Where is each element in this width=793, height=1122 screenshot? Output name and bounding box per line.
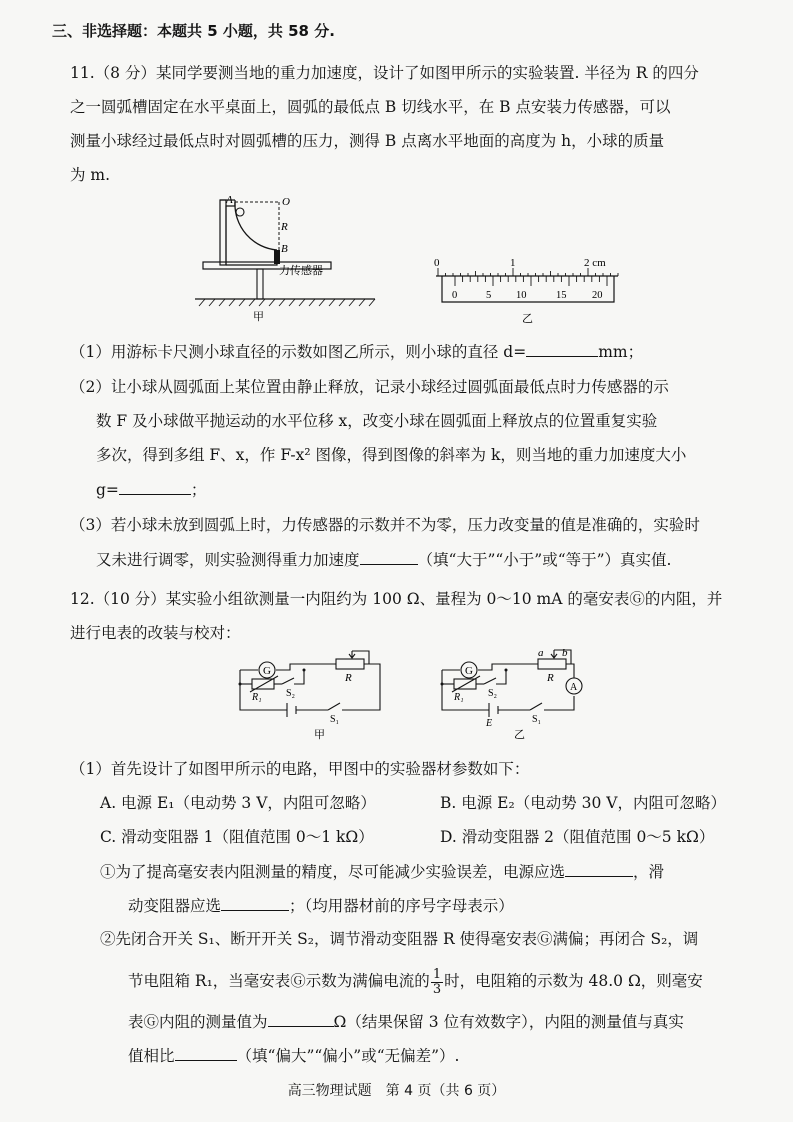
q12-line1: 12.（10 分）某实验小组欲测量一内阻约为 100 Ω、量程为 0～10 mA 的毫安表Ⓖ的内阻，并 [70, 590, 723, 608]
main-label-1: 1 [510, 257, 516, 269]
q11-line2: 之一圆弧槽固定在水平桌面上，圆弧的最低点 B 切线水平，在 B 点安装力传感器，可以 [70, 98, 671, 116]
label-R: R [281, 221, 288, 233]
q11-part1-unit: mm； [598, 343, 644, 361]
q12-sub2-line3 [128, 1010, 684, 1033]
figure-caption-jia: 甲 [253, 310, 264, 323]
q12-sub1-line2 [128, 894, 514, 917]
q12-sub1-text2: 动变阻器应选 [128, 897, 222, 915]
figure-apparatus [195, 192, 385, 324]
circuit-jia-R1: R₁ [252, 692, 262, 703]
q11-part2-line4 [96, 478, 206, 501]
q12-sub2-text4: 值相比 [128, 1047, 175, 1065]
q12-sub2-line1: ②先闭合开关 S₁、断开开关 S₂，调节滑动变阻器 R 使得毫安表Ⓖ满偏；再闭合 S₂，调 [100, 930, 699, 948]
circuit-yi-b: b [562, 647, 568, 659]
circuit-jia-S2: S₂ [286, 688, 296, 699]
answer-blank-compare[interactable] [360, 548, 418, 565]
q12-sub2-end4: （填“偏大”“偏小”或“无偏差”）. [236, 1047, 460, 1065]
main-label-0: 0 [434, 257, 440, 269]
answer-blank-source[interactable] [565, 860, 633, 877]
circuit-yi-E: E [486, 718, 493, 729]
q11-line3: 测量小球经过最低点时对圆弧槽的压力，测得 B 点离水平地面的高度为 h，小球的质量 [70, 132, 665, 150]
label-sensor: 力传感器 [279, 264, 323, 277]
vernier-label-0: 0 [452, 290, 458, 301]
q12-sub2-line4 [128, 1044, 460, 1067]
fraction-one-third [431, 968, 443, 997]
q12-sub2-line2 [128, 966, 703, 997]
circuit-yi-R1: R₁ [454, 692, 464, 703]
q12-line2: 进行电表的改装与校对： [70, 624, 241, 642]
vernier-label-20: 20 [592, 290, 603, 301]
figure-vernier-caliper [428, 254, 628, 326]
circuit-yi-A: A [570, 682, 578, 693]
main-label-2: 2 cm [584, 257, 606, 269]
q11-part2-line2: 数 F 及小球做平抛运动的水平位移 x，改变小球在圆弧面上释放点的位置重复实验 [96, 412, 658, 430]
circuit-jia-S1: S₁ [330, 714, 340, 725]
q11-part3-text: 又未进行调零，则实验测得重力加速度 [96, 551, 360, 569]
circuit-jia-R: R [345, 672, 352, 684]
q12-sub1-end2: ；（均用器材前的序号字母表示） [289, 897, 514, 915]
figure-caption-yi: 乙 [522, 312, 533, 325]
q11-part3-end: （填“大于”“小于”或“等于”）真实值. [417, 551, 672, 569]
q12-sub2-text-cont: 时，电阻箱的示数为 48.0 Ω，则毫安 [444, 972, 703, 990]
q11-line1: 11.（8 分）某同学要测当地的重力加速度，设计了如图甲所示的实验装置. 半径为 R 的四分 [70, 64, 699, 82]
vernier-label-15: 15 [556, 290, 567, 301]
circuit-caption-yi: 乙 [514, 728, 525, 740]
q11-part1 [70, 340, 643, 363]
fraction-numerator: 1 [432, 966, 442, 982]
q11-part3-line2 [96, 548, 672, 571]
q12-sub1-end: ，滑 [633, 863, 665, 881]
q12-option-B: B. 电源 E₂（电动势 30 V，内阻可忽略） [440, 794, 726, 812]
q12-sub2-end3: Ω（结果保留 3 位有效数字），内阻的测量值与真实 [333, 1013, 684, 1031]
q12-part1: （1）首先设计了如图甲所示的电路，甲图中的实验器材参数如下： [70, 760, 530, 778]
label-A: A [226, 194, 233, 206]
answer-blank-resistance[interactable] [268, 1010, 334, 1027]
q11-line4: 为 m. [70, 166, 111, 184]
q12-option-A: A. 电源 E₁（电动势 3 V，内阻可忽略） [100, 794, 376, 812]
circuit-yi-R: R [547, 672, 554, 684]
circuit-yi-S2: S₂ [488, 688, 498, 699]
q11-part1-text: （1）用游标卡尺测小球直径的示数如图乙所示，则小球的直径 d= [70, 343, 527, 361]
vernier-label-10: 10 [516, 290, 527, 301]
section-heading: 三、非选择题：本题共 5 小题，共 58 分. [52, 22, 335, 40]
circuit-yi-a: a [538, 647, 544, 659]
q11-part2-line3: 多次，得到多组 F、x，作 F-x² 图像，得到图像的斜率为 k，则当地的重力加速度大小 [96, 446, 687, 464]
circuit-yi-S1: S₁ [532, 714, 542, 725]
circuit-yi [434, 644, 594, 740]
q12-sub1-text: ①为了提高毫安表内阻测量的精度，尽可能减少实验误差，电源应选 [100, 863, 566, 881]
vernier-label-5: 5 [486, 290, 492, 301]
fraction-denominator: 3 [432, 981, 442, 997]
circuit-jia-G: G [263, 665, 271, 677]
answer-blank-rheostat[interactable] [221, 894, 289, 911]
q11-part2-line1: （2）让小球从圆弧面上某位置由静止释放，记录小球经过圆弧面最低点时力传感器的示 [70, 378, 669, 396]
q12-option-C: C. 滑动变阻器 1（阻值范围 0～1 kΩ） [100, 828, 374, 846]
q12-option-D: D. 滑动变阻器 2（阻值范围 0～5 kΩ） [440, 828, 715, 846]
q12-sub2-text3: 表Ⓖ内阻的测量值为 [128, 1013, 268, 1031]
q11-part3-line1: （3）若小球未放到圆弧上时，力传感器的示数并不为零，压力改变量的值是准确的，实验时 [70, 516, 700, 534]
circuit-caption-jia: 甲 [314, 728, 325, 740]
circuit-jia [232, 648, 392, 740]
q11-g-end: ； [190, 481, 207, 499]
answer-blank-bias[interactable] [175, 1044, 237, 1061]
circuit-yi-G: G [465, 665, 473, 677]
q12-sub1-line1 [100, 860, 664, 883]
answer-blank-d[interactable] [526, 340, 598, 357]
label-B: B [281, 243, 288, 255]
q12-sub2-text: 节电阻箱 R₁，当毫安表Ⓖ示数为满偏电流的 [128, 972, 430, 990]
label-O: O [282, 196, 290, 208]
q11-g-text: g= [96, 481, 119, 499]
page-footer: 高三物理试题 第 4 页（共 6 页） [287, 1083, 506, 1099]
answer-blank-g[interactable] [119, 478, 191, 495]
